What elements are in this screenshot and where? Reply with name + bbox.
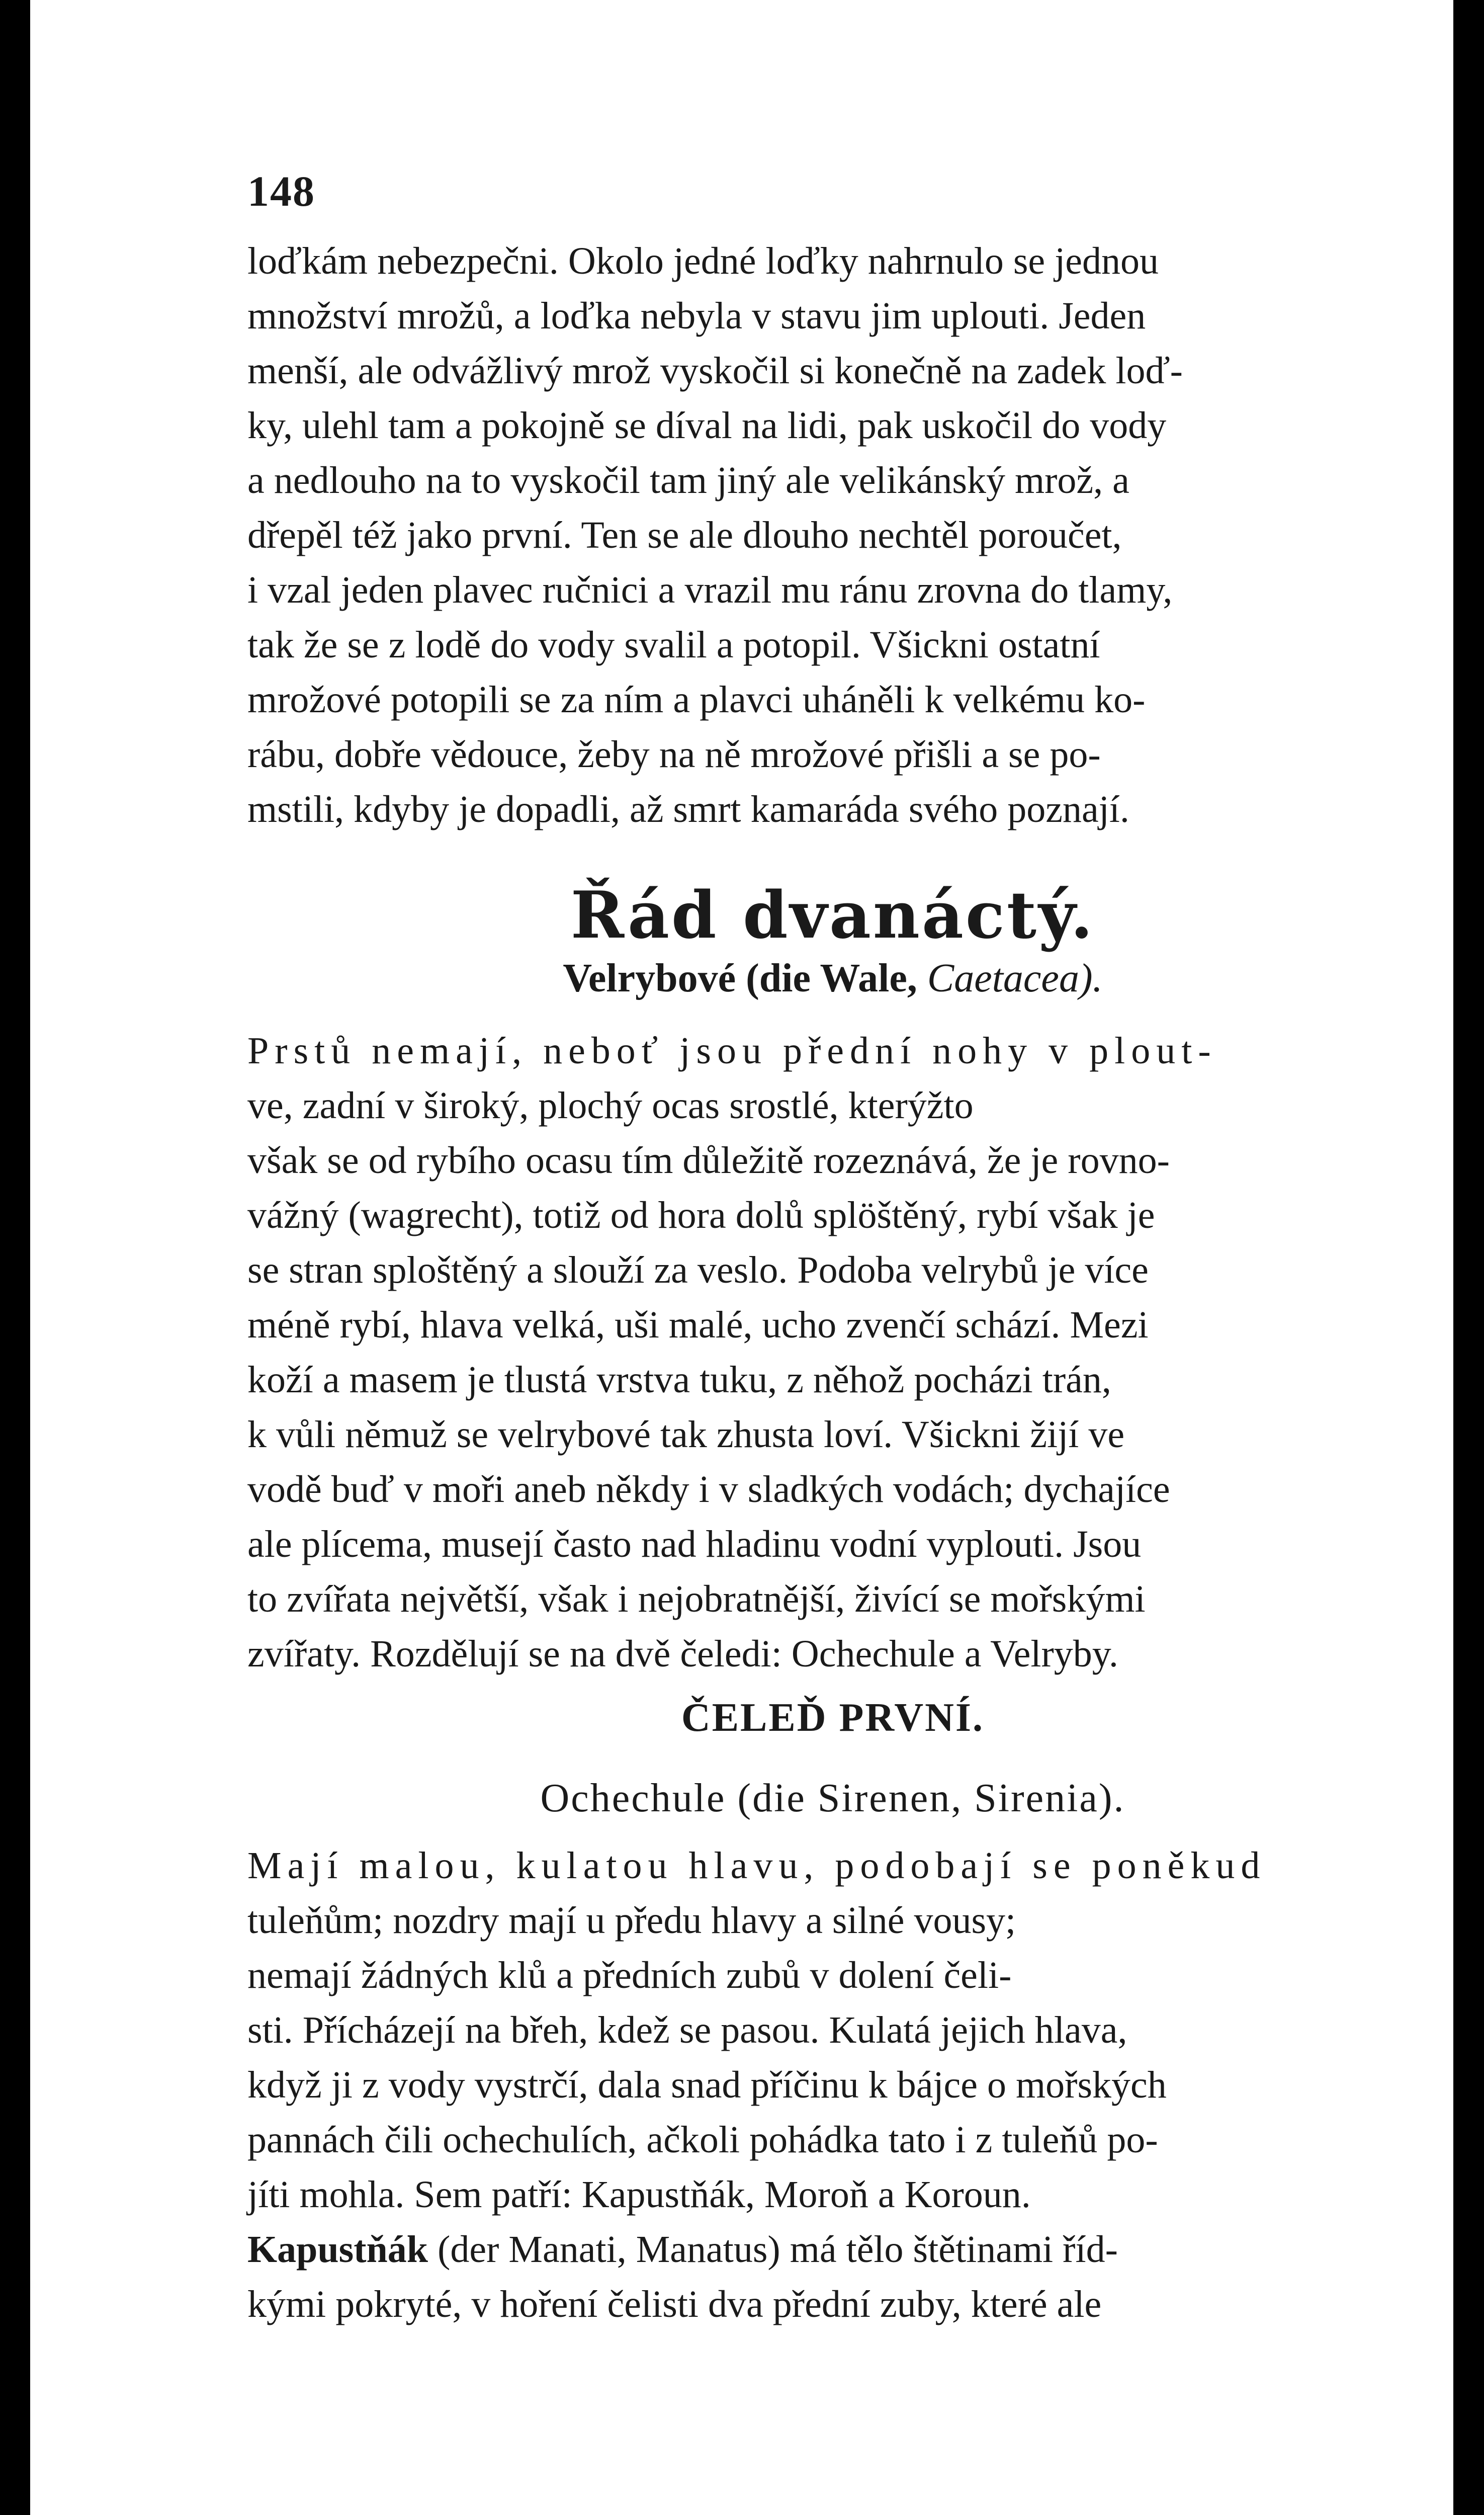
text-line: a nedlouho na to vyskočil tam jiný ale velikánský mrož, a [247, 459, 1129, 501]
subtitle-latin: Caetacea). [927, 956, 1103, 1000]
subtitle-czech: Velrybové [563, 956, 736, 1000]
text-line: ve, zadní v široký, plochý ocas srostlé, kterýžto [247, 1084, 974, 1127]
order-heading: Řád dvanáctý. [570, 878, 1095, 953]
text-line: loďkám nebezpečni. Okolo jedné loďky nahrnulo se jednou [247, 240, 1159, 282]
text-line: Mají malou, kulatou hlavu, podobají se poněkud [247, 1845, 1266, 1887]
text-line: vážný (wagrecht), totiž od hora dolů splöštěný, rybí však je [247, 1194, 1155, 1236]
text-line: mstili, kdyby je dopadli, až smrt kamaráda svého poznají. [247, 788, 1129, 830]
text-line: mrožové potopili se za ním a plavci uháněli k velkému ko- [247, 679, 1146, 721]
text-line: zvířaty. Rozdělují se na dvě čeledi: Ochechule a Velryby. [247, 1633, 1118, 1675]
text-line: dřepěl též jako první. Ten se ale dlouho nechtěl poroučet, [247, 514, 1122, 556]
page-number: 148 [247, 167, 315, 215]
subtitle-german: (die Wale, [746, 956, 917, 1000]
text-line: koží a masem je tlustá vrstva tuku, z něhož pocházi trán, [247, 1359, 1111, 1401]
text-line: vodě buď v moři aneb někdy i v sladkých vodách; dychajíce [247, 1468, 1170, 1511]
text-line: ky, ulehl tam a pokojně se díval na lidi, pak uskočil do vody [247, 404, 1167, 447]
text-line: když ji z vody vystrčí, dala snad příčinu k bájce o mořských [247, 2064, 1167, 2106]
text-line: k vůli němuž se velrybové tak zhusta loví. Všickni žijí ve [247, 1413, 1125, 1456]
paragraph-walrus-story [247, 234, 1418, 837]
text-line: Prstů nemají, neboť jsou přední nohy v plout- [247, 1030, 1217, 1072]
text-line: nemají žádných klů a předních zubů v dolení čeli- [247, 1954, 1012, 1996]
text-line: množství mrožů, a loďka nebyla v stavu jim uplouti. Jeden [247, 295, 1146, 337]
text-line: Kapustňák (der Manati, Manatus) má tělo štětinami říd- [247, 2228, 1118, 2271]
text-line: pannách čili ochechulích, ačkoli pohádka tato i z tuleňů po- [247, 2119, 1158, 2161]
paragraph-sirenia [247, 1838, 1418, 2332]
paragraph-whales [247, 1024, 1418, 1682]
text-line: však se od rybího ocasu tím důležitě rozeznává, že je rovno- [247, 1139, 1170, 1182]
text-line: tuleňům; nozdry mají u předu hlavy a silné vousy; [247, 1899, 1016, 1942]
family-heading: ČELEĎ PRVNÍ. [681, 1696, 985, 1740]
text-line: i vzal jeden plavec ručnici a vrazil mu ránu zrovna do tlamy, [247, 569, 1173, 611]
text-line: kými pokryté, v hoření čelisti dva přední zuby, které ale [247, 2283, 1102, 2325]
text-line: méně rybí, hlava velká, uši malé, ucho zvenčí schází. Mezi [247, 1304, 1149, 1346]
text-line: to zvířata největší, však i nejobratnější, živící se mořskými [247, 1578, 1146, 1620]
text-line: menší, ale odvážlivý mrož vyskočil si konečně na zadek loď- [247, 350, 1183, 392]
family-subtitle: Ochechule (die Sirenen, Sirenia). [540, 1776, 1125, 1820]
order-subtitle [247, 956, 1418, 1001]
text-line: jíti mohla. Sem patří: Kapustňák, Moroň a Koroun. [247, 2173, 1031, 2216]
text-line: se stran sploštěný a slouží za veslo. Podoba velrybů je více [247, 1249, 1149, 1291]
text-line: tak že se z lodě do vody svalil a potopil. Všickni ostatní [247, 624, 1100, 666]
text-line: sti. Přícházejí na břeh, kdež se pasou. Kulatá jejich hlava, [247, 2009, 1127, 2051]
term-kapustnak: Kapustňák [247, 2228, 428, 2271]
book-page [30, 0, 1453, 2515]
text-line: rábu, dobře vědouce, žeby na ně mrožové přišli a se po- [247, 733, 1101, 776]
text-line: ale plícema, musejí často nad hladinu vodní vyplouti. Jsou [247, 1523, 1142, 1565]
